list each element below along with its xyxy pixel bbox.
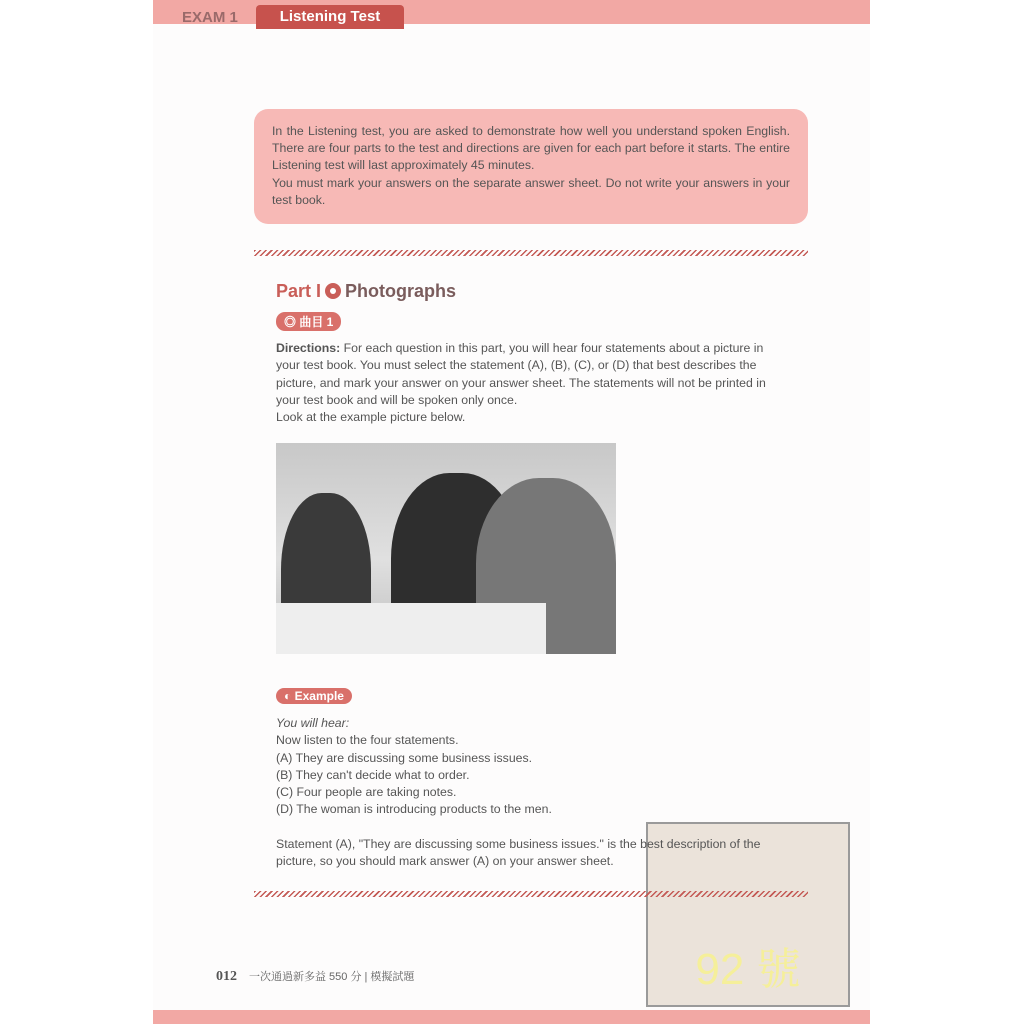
example-photo — [276, 443, 616, 654]
example-badge: ◐ Example — [276, 688, 352, 704]
part-heading — [276, 281, 456, 302]
page-number: 012 — [216, 969, 237, 984]
example-label: Example — [294, 689, 344, 703]
example-hear: You will hear: — [276, 716, 350, 730]
footer-band — [153, 1010, 870, 1024]
directions-label: Directions: — [276, 341, 341, 355]
watermark-text: 92 號 — [695, 945, 801, 994]
exam-label: EXAM 1 — [182, 9, 238, 26]
track-label: 曲目 1 — [299, 315, 334, 329]
part-label: Part I — [276, 281, 322, 301]
part-title: Photographs — [345, 281, 457, 301]
option-c: (C) Four people are taking notes. — [276, 785, 457, 800]
photo-table — [276, 603, 546, 654]
divider-bottom — [254, 891, 808, 897]
disc-icon — [325, 283, 341, 299]
option-b: (B) They can't decide what to order. — [276, 767, 470, 782]
section-tab: Listening Test — [256, 5, 404, 29]
option-a: (A) They are discussing some business issues. — [276, 750, 533, 765]
track-badge: ◎ 曲目 1 — [276, 312, 341, 331]
page-footer — [216, 968, 414, 985]
directions — [276, 340, 788, 426]
example-lead: Now listen to the four statements. — [276, 733, 459, 748]
example-answer: Statement (A), "They are discussing some business issues." is the best description of the picture, so you should mark answer (A) on your answer sheet. — [276, 836, 761, 869]
intro-text-2: You must mark your answers on the separate answer sheet. Do not write your answers in your test book. — [272, 175, 790, 207]
divider — [254, 250, 808, 256]
book-title: 一次通過新多益 550 分 | 模擬試題 — [249, 971, 415, 983]
example-content — [276, 715, 788, 870]
option-d: (D) The woman is introducing products to the men. — [276, 802, 552, 817]
intro-box — [254, 109, 808, 224]
directions-look: Look at the example picture below. — [276, 410, 466, 425]
directions-text: For each question in this part, you will hear four statements about a picture in your test book. You must select the statement (A), (B), (C), or (D) that best describes the picture, and mark your answer on your answer sheet. The statements will not be printed in your test book and will be spoken only once. — [276, 341, 766, 407]
intro-text: In the Listening test, you are asked to demonstrate how well you understand spoken English. There are four parts to the test and directions are given for each part before it starts. The entire Listening test will last approximately 45 minutes. — [272, 124, 790, 173]
